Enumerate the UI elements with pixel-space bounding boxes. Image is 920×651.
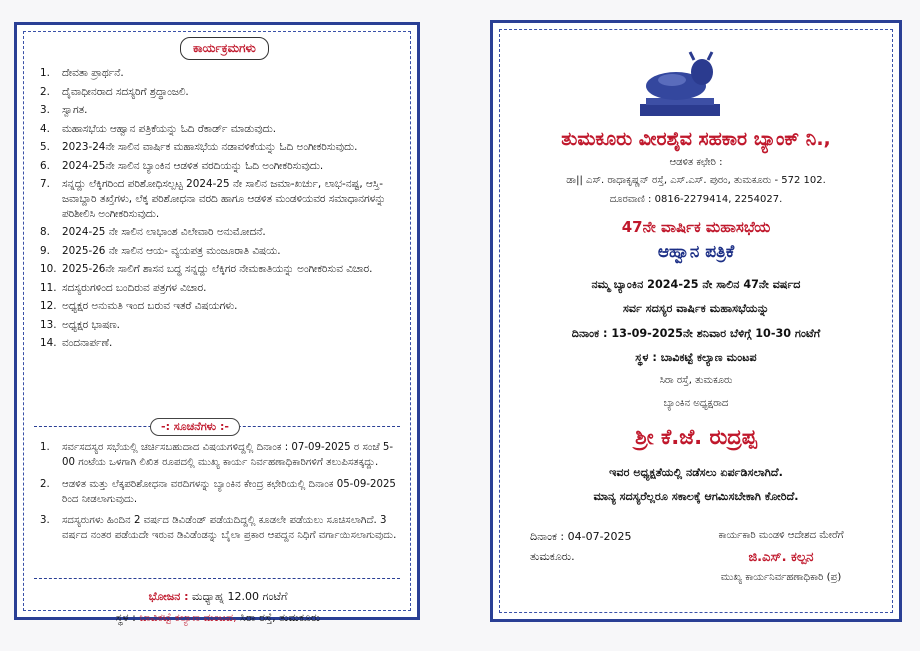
item-text: ಸರ್ವಸದಸ್ಯರ ಸಭೆಯಲ್ಲಿ ಚರ್ಚಿಸಬಹುದಾದ ವಿಷಯಗಳಿದ್ದಲ್ಲಿ ದಿನಾಂಕ : 07-09-2025 ರ ಸಂಜೆ 5-00 ಗಂಟೆಯ ಒಳಗಾಗಿ ಲಿಖಿತ ರೂಪದಲ್ಲಿ ಮುಖ್ಯ ಕಾರ್ಯ ನಿರ್ವಹಣಾಧಿಕಾರಿಗಳಿಗೆ ತಲುಪಿಸತಕ್ಕದ್ದು. [62, 442, 394, 469]
list-item [40, 177, 400, 221]
list-item [40, 85, 400, 100]
president-label: ಬ್ಯಾಂಕಿನ ಅಧ್ಯಕ್ಷರಾದ [663, 398, 729, 409]
invite-line-8: ಮಾನ್ಯ ಸದಸ್ಯರೆಲ್ಲರೂ ಸಕಾಲಕ್ಕೆ ಆಗಮಿಸಬೇಕಾಗಿ ಕೋರಿದೆ. [593, 490, 799, 503]
list-item [40, 299, 400, 314]
lunch-time: ಮಧ್ಯಾಹ್ನ 12.00 ಗಂಟೆಗೆ [191, 590, 288, 603]
venue-road: ಸಿರಾ ರಸ್ತೆ, ತುಮಕೂರು [659, 375, 733, 386]
issue-place: ತುಮಕೂರು. [530, 550, 575, 563]
item-number: 6. [40, 159, 50, 172]
item-text: 2023-24ನೇ ಸಾಲಿನ ವಾರ್ಷಿಕ ಮಹಾಸಭೆಯ ನಡಾವಳಿಕೆಯನ್ನು ಓದಿ ಅಂಗೀಕರಿಸುವುದು. [62, 141, 358, 154]
issue-date: ದಿನಾಂಕ : 04-07-2025 [530, 530, 632, 543]
divider [34, 578, 400, 579]
bank-name: ತುಮಕೂರು ವೀರಶೈವ ಸಹಕಾರ ಬ್ಯಾಂಕ್ ನಿ., [561, 128, 831, 150]
programme-heading: ಕಾರ್ಯಕ್ರಮಗಳು [180, 37, 269, 60]
list-item [40, 140, 400, 155]
list-item [40, 477, 400, 508]
nandi-logo-icon [632, 50, 728, 118]
invite-line-1: ನಮ್ಮ ಬ್ಯಾಂಕಿನ 2024-25 ನೇ ಸಾಲಿನ 47ನೇ ವರ್ಷದ [591, 278, 801, 291]
item-number: 13. [40, 318, 57, 331]
phone-number: ದೂರವಾಣಿ : 0816-2279414, 2254027. [609, 194, 783, 205]
item-text: ದೈವಾಧೀನರಾದ ಸದಸ್ಯರಿಗೆ ಶ್ರದ್ಧಾಂಜಲಿ. [62, 85, 189, 98]
list-item [40, 262, 400, 277]
list-item [40, 440, 400, 471]
item-number: 4. [40, 122, 50, 135]
item-text: ಮಹಾಸಭೆಯ ಆಹ್ವಾನ ಪತ್ರಿಕೆಯನ್ನು ಓದಿ ರೆಕಾರ್ಡ್ ಮಾಡುವುದು. [62, 122, 277, 135]
list-item [40, 513, 400, 544]
list-item [40, 225, 400, 240]
item-text: ವಂದನಾರ್ಪಣೆ. [62, 337, 113, 350]
lunch-label: ಭೋಜನ : [148, 590, 189, 603]
venue-line [68, 608, 368, 629]
order-text: ಕಾರ್ಯಕಾರಿ ಮಂಡಳಿ ಆದೇಶದ ಮೇರೆಗೆ [718, 530, 844, 541]
list-item [40, 103, 400, 118]
meeting-date: ದಿನಾಂಕ : 13-09-2025ನೇ ಶನಿವಾರ ಬೆಳಿಗ್ಗೆ 10-30 ಗಂಟೆಗೆ [571, 327, 821, 340]
item-text: 2025-26 ನೇ ಸಾಲಿನ ಆಯ- ವ್ಯಯಪತ್ರ ಮಂಜೂರಾತಿ ವಿಷಯ. [62, 244, 281, 257]
venue-label: ಸ್ಥಳ : [115, 610, 136, 624]
item-text: 2024-25 ನೇ ಸಾಲಿನ ಲಾಭಾಂಶ ವಿಲೇವಾರಿ ಅನುಮೋದನೆ. [62, 226, 266, 239]
item-text: ದೇವತಾ ಪ್ರಾರ್ಥನೆ. [62, 67, 124, 79]
venue-road: ಸಿರಾ ರಸ್ತೆ, ತುಮಕೂರು [240, 610, 321, 624]
signatory-name: ಜಿ.ಎಸ್. ಕಲ್ಪನ [748, 550, 814, 565]
list-item [40, 336, 400, 351]
item-number: 2. [40, 478, 50, 490]
programme-list [40, 66, 400, 355]
venue-hall: ಬಾವಿಕಟ್ಟೆ ಕಲ್ಯಾಣ ಮಂಟಪ, [139, 610, 237, 624]
lunch-line [68, 587, 368, 608]
item-number: 7. [40, 178, 50, 191]
lunch-venue-box [68, 587, 368, 629]
item-number: 2. [40, 85, 50, 98]
item-number: 10. [40, 263, 57, 276]
item-number: 8. [40, 226, 50, 239]
item-number: 11. [40, 281, 57, 294]
chief-guest: ಶ್ರೀ ಕೆ.ಜೆ. ರುದ್ರಪ್ಪ [635, 425, 757, 449]
list-item [40, 159, 400, 174]
list-item [40, 244, 400, 259]
item-number: 9. [40, 244, 50, 257]
item-text: ಸ್ವಾಗತ. [62, 104, 88, 117]
item-text: ಅಧ್ಯಕ್ಷರ ಭಾಷಣ. [62, 318, 120, 331]
invitation-panel [490, 20, 902, 622]
item-number: 5. [40, 141, 50, 154]
item-number: 12. [40, 300, 57, 313]
list-item [40, 122, 400, 137]
invite-line-7: ಇವರ ಅಧ್ಯಕ್ಷತೆಯಲ್ಲಿ ನಡೆಸಲು ಏರ್ಪಡಿಸಲಾಗಿದೆ. [609, 466, 783, 479]
item-text: ಆಡಳಿತ ಮತ್ತು ಲೆಕ್ಕಪರಿಶೋಧನಾ ವರದಿಗಳನ್ನು ಬ್ಯಾಂಕಿನ ಕೇಂದ್ರ ಕಛೇರಿಯಲ್ಲಿ ದಿನಾಂಕ 05-09-2025 ರಿಂದ ನೀಡಲಾಗುವುದು. [62, 478, 396, 505]
invite-line-2: ಸರ್ವ ಸದಸ್ಯರ ವಾರ್ಷಿಕ ಮಹಾಸಭೆಯನ್ನು [622, 302, 770, 315]
list-item [40, 318, 400, 333]
list-item [40, 281, 400, 296]
signatory-designation: ಮುಖ್ಯ ಕಾರ್ಯನಿರ್ವಹಣಾಧಿಕಾರಿ (ಪ್ರ) [720, 572, 842, 583]
item-number: 3. [40, 515, 50, 527]
item-text: ಸದಸ್ಯರುಗಳು ಹಿಂದಿನ 2 ವರ್ಷದ ಡಿವಿಡೆಂಡ್ ಪಡೆಯದಿದ್ದಲ್ಲಿ ಕೂಡಲೇ ಪಡೆಯಲು ಸೂಚಿಸಲಾಗಿದೆ. 3 ವರ್ಷದ ನಂತರ ಪಡೆಯದೇ ಇರುವ ಡಿವಿಡೆಂಡನ್ನು ಬೈಲಾ ಪ್ರಕಾರ ಆಪದ್ದನ ನಿಧಿಗೆ ವರ್ಗಾಯಿಸಲಾಗುವುದು. [62, 515, 397, 542]
item-text: ಅಧ್ಯಕ್ಷರ ಅನುಮತಿ ಇಂದ ಬರುವ ಇತರೆ ವಿಷಯಗಳು. [62, 300, 238, 313]
notes-heading: -: ಸೂಚನೆಗಳು :- [150, 418, 240, 436]
bank-address: ಡಾ|| ಎಸ್. ರಾಧಾಕೃಷ್ಣನ್ ರಸ್ತೆ, ಎಸ್.ಎಸ್. ಪುರಂ, ತುಮಕೂರು - 572 102. [566, 175, 826, 186]
item-number: 3. [40, 104, 50, 117]
programme-panel [14, 22, 420, 624]
agm-title: 47ನೇ ವಾರ್ಷಿಕ ಮಹಾಸಭೆಯ [621, 218, 771, 236]
item-text: 2025-26ನೇ ಸಾಲಿಗೆ ಶಾಸನ ಬದ್ಧ ಸನ್ನದ್ದು ಲೆಕ್ಕಿಗರ ನೇಮಕಾತಿಯನ್ನು ಅಂಗೀಕರಿಸುವ ವಿಚಾರ. [62, 263, 373, 276]
notes-list [40, 440, 400, 550]
meeting-venue: ಸ್ಥಳ : ಬಾವಿಕಟ್ಟೆ ಕಲ್ಯಾಣ ಮಂಟಪ [635, 351, 757, 364]
item-number: 14. [40, 337, 57, 350]
list-item [40, 66, 400, 81]
item-text: ಸದಸ್ಯರುಗಳಿಂದ ಬಂದಿರುವ ಪತ್ರಗಳ ವಿಚಾರ. [62, 281, 207, 294]
item-number: 1. [40, 442, 50, 453]
item-number: 1. [40, 67, 50, 79]
item-text: ಸನ್ನದ್ದು ಲೆಕ್ಕಿಗರಿಂದ ಪರಿಶೋಧಿಸಲ್ಪಟ್ಟ 2024-25 ನೇ ಸಾಲಿನ ಜಮಾ-ಖರ್ಚು, ಲಾಭ-ನಷ್ಟ, ಆಸ್ತಿ-ಜವಾಬ್ದಾರಿ ತಖ್ತೆಗಳು, ಲೆಕ್ಕ ಪರಿಶೋಧನಾ ವರದಿ ಹಾಗೂ ಆಡಳಿತ ಮಂಡಳಿಯವರ ಸಮಾಧಾನಗಳನ್ನು ಪರಿಶೀಲಿಸಿ ಅಂಗೀಕರಿಸುವುದು. [62, 178, 386, 220]
invitation-title: ಆಹ್ವಾನ ಪತ್ರಿಕೆ [657, 242, 735, 262]
office-label: ಆಡಳಿತ ಕಛೇರಿ : [669, 157, 723, 168]
item-text: 2024-25ನೇ ಸಾಲಿನ ಬ್ಯಾಂಕಿನ ಆಡಳಿತ ವರದಿಯನ್ನು ಓದಿ ಅಂಗೀಕರಿಸುವುದು. [62, 159, 324, 172]
